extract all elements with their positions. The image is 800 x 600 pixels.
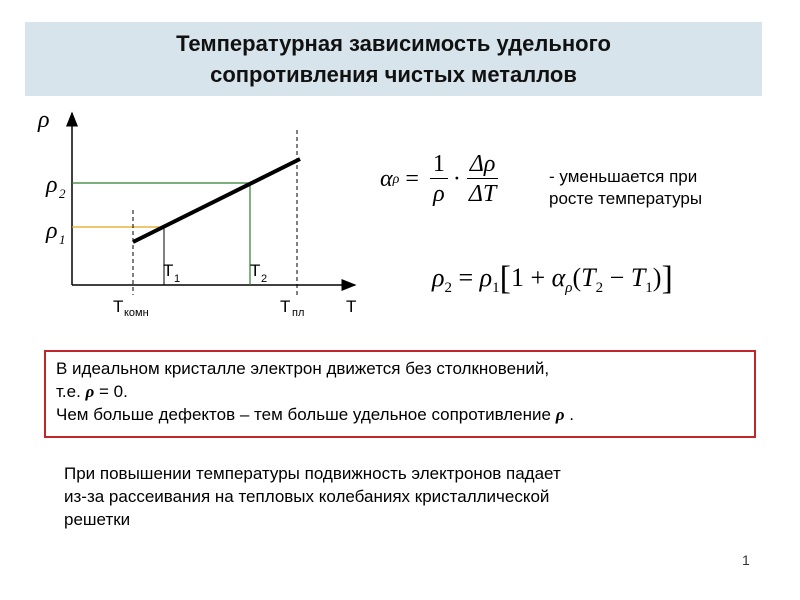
alpha-formula	[380, 150, 504, 209]
tkomn-label: T	[113, 297, 124, 316]
t2-label: T	[250, 261, 261, 280]
rho-symbol: ρ	[555, 405, 565, 424]
t1-symbol: T	[630, 263, 646, 292]
title-line-2: сопротивления чистых металлов	[210, 62, 577, 87]
rho-symbol: ρ	[85, 382, 95, 401]
box-line-1: В идеальном кристалле электрон движется без столкновений,	[56, 359, 550, 378]
alpha-subscript: ρ	[392, 171, 400, 187]
rho1-label: ρ	[46, 218, 58, 244]
fraction-1-over-rho	[430, 150, 448, 209]
rho2-formula	[432, 260, 673, 298]
note-line-2: росте температуры	[549, 189, 703, 208]
tkomn-subscript: комн	[124, 307, 149, 319]
box-line-2	[56, 380, 744, 403]
rho2-label: ρ	[46, 172, 58, 198]
box-line-3-end: .	[564, 405, 574, 424]
alpha-symbol: α	[380, 166, 393, 192]
box-line-3-text: Чем больше дефектов – тем больше удельное сопротивление	[56, 405, 556, 424]
alpha-note	[549, 166, 702, 210]
close-paren: )	[652, 263, 662, 292]
open-paren: (	[572, 263, 582, 292]
paragraph-line-1: При повышении температуры подвижность электронов падает	[64, 464, 561, 483]
right-bracket: ]	[661, 260, 673, 297]
t1-label: T	[163, 261, 174, 280]
resistivity-line	[133, 159, 300, 242]
t2-sub: 2	[595, 280, 604, 297]
paragraph-line-3: решетки	[64, 510, 131, 529]
ideal-crystal-box	[44, 350, 756, 438]
tpl-subscript: пл	[292, 307, 305, 319]
t1-sub: 1	[645, 280, 653, 297]
tpl-label: T	[280, 297, 291, 316]
x-axis-label: T	[346, 297, 357, 316]
box-line-3	[56, 403, 744, 426]
alpha-symbol: α	[551, 263, 566, 292]
alpha-sub: ρ	[565, 280, 573, 297]
page-number: 1	[742, 552, 750, 568]
rho1-symbol: ρ	[479, 263, 493, 292]
one-plus: 1 +	[510, 263, 552, 292]
rho1-subscript: 1	[59, 232, 66, 247]
paragraph-line-2: из-за рассеивания на тепловых колебаниях кристаллической	[64, 487, 550, 506]
t2-subscript: 2	[261, 273, 268, 285]
fraction-delta	[466, 150, 499, 209]
equals-sign: =	[451, 263, 480, 292]
t1-subscript: 1	[174, 273, 181, 285]
left-bracket: [	[499, 260, 511, 297]
rho1-sub: 1	[492, 280, 500, 297]
t2-symbol: T	[581, 263, 596, 292]
fraction-numerator: Δρ	[467, 150, 499, 179]
rho2-subscript: 2	[59, 186, 66, 201]
rho2-sub: 2	[444, 280, 452, 297]
minus-sign: −	[603, 263, 631, 292]
equals-sign: =	[405, 166, 419, 192]
fraction-denominator: ρ	[433, 181, 445, 207]
note-line-1: - уменьшается при	[549, 167, 698, 186]
box-line-2-text: т.е.	[56, 382, 86, 401]
box-line-2-value: = 0.	[94, 382, 128, 401]
rho2-symbol: ρ	[432, 263, 445, 292]
multiply-dot: ·	[452, 166, 461, 192]
y-axis-label: ρ	[38, 107, 50, 133]
fraction-numerator: 1	[430, 150, 448, 179]
fraction-denominator: ΔT	[468, 181, 497, 207]
title-line-1: Температурная зависимость удельного	[176, 31, 611, 56]
explanation-paragraph	[64, 462, 744, 531]
